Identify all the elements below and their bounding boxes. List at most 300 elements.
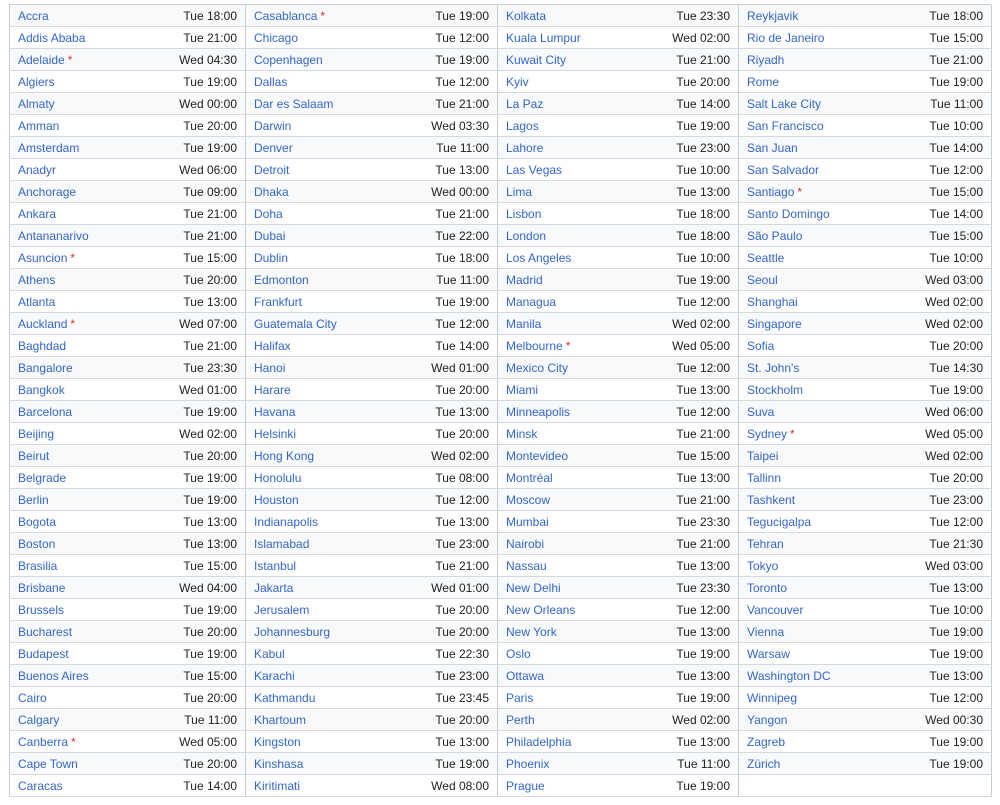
time-cell (410, 357, 498, 379)
local-time: Tue 12:00 (435, 492, 489, 507)
local-time: Wed 03:30 (431, 118, 489, 133)
city-link[interactable]: Melbourne (506, 338, 563, 353)
time-cell (158, 577, 246, 599)
local-time: Wed 02:00 (672, 316, 730, 331)
local-time: Tue 13:00 (676, 668, 730, 683)
local-time: Tue 13:00 (676, 624, 730, 639)
time-cell (158, 137, 246, 159)
city-cell (498, 71, 646, 93)
local-time: Tue 19:00 (676, 272, 730, 287)
time-cell (887, 49, 992, 71)
city-link[interactable]: Jerusalem (254, 602, 310, 617)
city-link[interactable]: Kingston (254, 734, 301, 749)
city-link[interactable]: Johannesburg (254, 624, 331, 639)
city-link[interactable]: Bogota (18, 514, 57, 529)
city-link[interactable]: Berlin (18, 492, 49, 507)
city-cell (739, 335, 887, 357)
city-link[interactable]: La Paz (506, 96, 544, 111)
city-link[interactable]: Harare (254, 382, 291, 397)
city-cell (246, 753, 410, 775)
city-link[interactable]: Washington DC (747, 668, 831, 683)
city-link[interactable]: St. John's (747, 360, 800, 375)
local-time: Tue 18:00 (435, 250, 489, 265)
local-time: Wed 01:00 (431, 580, 489, 595)
city-cell (739, 599, 887, 621)
city-link[interactable]: Anchorage (18, 184, 77, 199)
local-time: Wed 01:00 (431, 360, 489, 375)
table-row (10, 599, 992, 621)
city-link[interactable]: Havana (254, 404, 296, 419)
time-cell (410, 445, 498, 467)
city-link[interactable]: Indianapolis (254, 514, 319, 529)
city-link[interactable]: Stockholm (747, 382, 804, 397)
city-link[interactable]: Suva (747, 404, 775, 419)
city-link[interactable]: Algiers (18, 74, 55, 89)
city-link[interactable]: Karachi (254, 668, 295, 683)
local-time: Tue 12:00 (676, 602, 730, 617)
city-link[interactable]: Las Vegas (506, 162, 563, 177)
city-cell (10, 599, 158, 621)
city-link[interactable]: Brasilia (18, 558, 58, 573)
city-cell (498, 401, 646, 423)
city-link[interactable]: Vancouver (747, 602, 804, 617)
city-cell (246, 27, 410, 49)
city-link[interactable]: Seoul (747, 272, 778, 287)
time-cell (887, 269, 992, 291)
city-link[interactable]: Reykjavik (747, 8, 799, 23)
city-cell (739, 687, 887, 709)
city-link[interactable]: Montevideo (506, 448, 569, 463)
city-link[interactable]: Dallas (254, 74, 288, 89)
local-time: Tue 23:00 (435, 668, 489, 683)
time-cell (410, 687, 498, 709)
time-cell (158, 93, 246, 115)
city-link[interactable]: Almaty (18, 96, 55, 111)
city-cell (739, 49, 887, 71)
city-cell (739, 115, 887, 137)
local-time: Tue 19:00 (676, 778, 730, 793)
dst-marker: * (71, 734, 76, 749)
city-cell (10, 753, 158, 775)
city-link[interactable]: Tehran (747, 536, 784, 551)
city-link[interactable]: Ottawa (506, 668, 545, 683)
city-link[interactable]: Bangalore (18, 360, 73, 375)
city-link[interactable]: Nassau (506, 558, 547, 573)
local-time: Tue 20:00 (435, 426, 489, 441)
time-cell (646, 93, 739, 115)
city-link[interactable]: Dublin (254, 250, 289, 265)
city-cell (246, 731, 410, 753)
city-link[interactable]: Barcelona (18, 404, 73, 419)
city-link[interactable]: Halifax (254, 338, 291, 353)
city-link[interactable]: Salt Lake City (747, 96, 822, 111)
city-cell (246, 577, 410, 599)
local-time: Tue 15:00 (183, 558, 237, 573)
local-time: Tue 21:00 (676, 52, 730, 67)
time-cell (646, 775, 739, 797)
time-cell (887, 621, 992, 643)
local-time: Wed 00:30 (925, 712, 983, 727)
city-link[interactable]: Mexico City (506, 360, 569, 375)
city-link[interactable]: Asuncion (18, 250, 68, 265)
local-time: Tue 10:00 (676, 162, 730, 177)
city-link[interactable]: Santo Domingo (747, 206, 830, 221)
local-time: Tue 20:00 (435, 624, 489, 639)
city-cell (498, 379, 646, 401)
time-cell (410, 489, 498, 511)
local-time: Tue 08:00 (435, 470, 489, 485)
city-link[interactable]: Seattle (747, 250, 785, 265)
local-time: Tue 19:00 (676, 646, 730, 661)
city-link[interactable]: Kuala Lumpur (506, 30, 581, 45)
time-cell (646, 467, 739, 489)
city-link[interactable]: Tashkent (747, 492, 796, 507)
time-cell (158, 225, 246, 247)
city-link[interactable]: Rome (747, 74, 780, 89)
city-cell (10, 137, 158, 159)
city-link[interactable]: Jakarta (254, 580, 294, 595)
city-link[interactable]: Antananarivo (18, 228, 89, 243)
city-link[interactable]: Brisbane (18, 580, 66, 595)
local-time: Wed 00:00 (179, 96, 237, 111)
table-row (10, 533, 992, 555)
local-time: Tue 14:00 (929, 140, 983, 155)
city-link[interactable]: São Paulo (747, 228, 803, 243)
city-cell (498, 665, 646, 687)
city-cell (739, 731, 887, 753)
table-row (10, 159, 992, 181)
city-link[interactable]: Tallinn (747, 470, 782, 485)
city-link[interactable]: Montréal (506, 470, 553, 485)
city-link[interactable]: Darwin (254, 118, 292, 133)
city-link[interactable]: Boston (18, 536, 56, 551)
time-cell (158, 247, 246, 269)
local-time: Wed 04:00 (179, 580, 237, 595)
city-link[interactable]: Minneapolis (506, 404, 571, 419)
city-link[interactable]: Denver (254, 140, 293, 155)
city-link[interactable]: Kabul (254, 646, 285, 661)
city-cell (10, 313, 158, 335)
city-cell (246, 49, 410, 71)
city-link[interactable]: Amman (18, 118, 60, 133)
city-link[interactable]: Khartoum (254, 712, 307, 727)
table-row (10, 467, 992, 489)
city-link[interactable]: Prague (506, 778, 545, 793)
city-link[interactable]: Atlanta (18, 294, 56, 309)
table-row (10, 269, 992, 291)
city-link[interactable]: Bangkok (18, 382, 65, 397)
local-time: Tue 09:00 (183, 184, 237, 199)
local-time: Tue 21:00 (676, 426, 730, 441)
local-time: Tue 21:00 (183, 228, 237, 243)
city-cell (498, 137, 646, 159)
city-cell (498, 159, 646, 181)
city-link[interactable]: Lahore (506, 140, 544, 155)
city-cell (498, 93, 646, 115)
city-link[interactable]: Kuwait City (506, 52, 567, 67)
table-row (10, 225, 992, 247)
city-link[interactable]: Los Angeles (506, 250, 572, 265)
table-row (10, 27, 992, 49)
city-link[interactable]: San Francisco (747, 118, 824, 133)
city-link[interactable]: Hong Kong (254, 448, 315, 463)
city-cell (10, 423, 158, 445)
city-link[interactable]: New Delhi (506, 580, 561, 595)
local-time: Tue 22:00 (435, 228, 489, 243)
city-link[interactable]: Accra (18, 8, 49, 23)
city-cell (10, 357, 158, 379)
local-time: Tue 13:00 (435, 404, 489, 419)
city-cell (498, 753, 646, 775)
time-cell (646, 27, 739, 49)
city-link[interactable]: Guatemala City (254, 316, 337, 331)
city-link[interactable]: Hanoi (254, 360, 286, 375)
city-cell (10, 533, 158, 555)
time-cell (410, 643, 498, 665)
local-time: Tue 12:00 (929, 162, 983, 177)
city-link[interactable]: Kyiv (506, 74, 529, 89)
city-link[interactable]: Canberra (18, 734, 69, 749)
city-link[interactable]: Cape Town (18, 756, 78, 771)
city-link[interactable]: Adelaide (18, 52, 65, 67)
city-link[interactable]: Kolkata (506, 8, 547, 23)
city-link[interactable]: Sofia (747, 338, 775, 353)
time-cell (158, 313, 246, 335)
local-time: Tue 12:00 (676, 360, 730, 375)
city-link[interactable]: Manila (506, 316, 542, 331)
city-link[interactable]: Toronto (747, 580, 788, 595)
city-link[interactable]: Addis Ababa (18, 30, 86, 45)
time-cell (158, 687, 246, 709)
local-time: Wed 02:00 (925, 448, 983, 463)
city-cell (739, 621, 887, 643)
city-link[interactable]: Moscow (506, 492, 551, 507)
local-time: Tue 14:00 (435, 338, 489, 353)
city-link[interactable]: Nairobi (506, 536, 545, 551)
city-link[interactable]: Detroit (254, 162, 290, 177)
city-link[interactable]: Zürich (747, 756, 781, 771)
local-time: Tue 19:00 (183, 470, 237, 485)
city-link[interactable]: Dubai (254, 228, 286, 243)
time-cell (646, 115, 739, 137)
city-cell (246, 335, 410, 357)
city-link[interactable]: Doha (254, 206, 283, 221)
local-time: Tue 11:00 (436, 140, 489, 155)
city-cell (498, 115, 646, 137)
city-link[interactable]: Oslo (506, 646, 531, 661)
city-link[interactable]: Buenos Aires (18, 668, 89, 683)
city-cell (246, 555, 410, 577)
table-row (10, 555, 992, 577)
dst-marker: * (565, 338, 571, 353)
city-link[interactable]: Bucharest (18, 624, 73, 639)
city-link[interactable]: Islamabad (254, 536, 310, 551)
city-link[interactable]: Dar es Salaam (254, 96, 334, 111)
city-link[interactable]: Minsk (506, 426, 538, 441)
city-cell (10, 27, 158, 49)
city-cell (739, 489, 887, 511)
city-link[interactable]: San Salvador (747, 162, 820, 177)
local-time: Wed 06:00 (179, 162, 237, 177)
time-cell (887, 93, 992, 115)
time-cell (887, 159, 992, 181)
city-link[interactable]: San Juan (747, 140, 798, 155)
city-link[interactable]: Tegucigalpa (747, 514, 812, 529)
city-link[interactable]: Houston (254, 492, 299, 507)
city-link[interactable]: Riyadh (747, 52, 785, 67)
time-cell (646, 379, 739, 401)
city-cell (10, 5, 158, 27)
city-link[interactable]: Madrid (506, 272, 543, 287)
city-cell (246, 379, 410, 401)
city-link[interactable]: Beirut (18, 448, 50, 463)
time-cell (887, 225, 992, 247)
local-time: Tue 13:00 (435, 734, 489, 749)
city-link[interactable]: Istanbul (254, 558, 297, 573)
city-cell (498, 489, 646, 511)
time-cell (887, 753, 992, 775)
city-cell (246, 401, 410, 423)
table-row (10, 379, 992, 401)
city-link[interactable]: London (506, 228, 547, 243)
city-cell (246, 489, 410, 511)
local-time: Tue 10:00 (929, 250, 983, 265)
table-row (10, 313, 992, 335)
table-row (10, 115, 992, 137)
city-link[interactable]: Ankara (18, 206, 57, 221)
city-link[interactable]: Paris (506, 690, 534, 705)
city-link[interactable]: Yangon (747, 712, 788, 727)
city-link[interactable]: Winnipeg (747, 690, 798, 705)
city-link[interactable]: Budapest (18, 646, 69, 661)
city-link[interactable]: Helsinki (254, 426, 297, 441)
city-cell (10, 665, 158, 687)
city-cell (246, 467, 410, 489)
dst-marker: * (790, 426, 795, 441)
city-cell (498, 599, 646, 621)
city-cell (10, 577, 158, 599)
city-link[interactable]: Dhaka (254, 184, 289, 199)
city-cell (10, 71, 158, 93)
city-link[interactable]: Auckland (18, 316, 68, 331)
city-link[interactable]: Baghdad (18, 338, 67, 353)
time-cell (646, 159, 739, 181)
city-cell (498, 709, 646, 731)
city-link[interactable]: Kiritimati (254, 778, 301, 793)
time-cell (887, 731, 992, 753)
city-link[interactable]: Santiago (747, 184, 795, 199)
table-row (10, 203, 992, 225)
city-link[interactable]: Athens (18, 272, 56, 287)
city-link[interactable]: Chicago (254, 30, 299, 45)
time-cell (158, 291, 246, 313)
city-link[interactable]: Edmonton (254, 272, 309, 287)
time-cell (158, 423, 246, 445)
city-link[interactable]: Copenhagen (254, 52, 323, 67)
city-link[interactable]: Philadelphia (506, 734, 572, 749)
city-link[interactable]: New Orleans (506, 602, 576, 617)
city-link[interactable]: Vienna (747, 624, 785, 639)
city-link[interactable]: Lima (506, 184, 533, 199)
city-link[interactable]: Tokyo (747, 558, 779, 573)
city-link[interactable]: Caracas (18, 778, 63, 793)
city-link[interactable]: Calgary (18, 712, 60, 727)
city-link[interactable]: Sydney (747, 426, 788, 441)
city-link[interactable]: Lagos (506, 118, 539, 133)
time-cell (887, 401, 992, 423)
city-link[interactable]: Miami (506, 382, 538, 397)
time-cell (887, 137, 992, 159)
city-link[interactable]: Phoenix (506, 756, 550, 771)
city-link[interactable]: Belgrade (18, 470, 67, 485)
local-time: Tue 13:00 (435, 162, 489, 177)
time-cell (158, 467, 246, 489)
time-cell (887, 5, 992, 27)
time-cell (158, 159, 246, 181)
city-cell (10, 203, 158, 225)
city-cell (498, 203, 646, 225)
city-link[interactable]: Frankfurt (254, 294, 303, 309)
city-link[interactable]: Kinshasa (254, 756, 304, 771)
time-cell (410, 335, 498, 357)
city-link[interactable]: Perth (506, 712, 535, 727)
city-cell (498, 621, 646, 643)
time-cell (410, 247, 498, 269)
city-cell (739, 643, 887, 665)
local-time: Tue 19:00 (183, 492, 237, 507)
city-cell (246, 93, 410, 115)
city-link[interactable]: Managua (506, 294, 557, 309)
time-cell (646, 599, 739, 621)
city-link[interactable]: Zagreb (747, 734, 786, 749)
time-cell (646, 5, 739, 27)
city-link[interactable]: Singapore (747, 316, 802, 331)
city-link[interactable]: Casablanca (254, 8, 318, 23)
city-cell (246, 665, 410, 687)
city-link[interactable]: Brussels (18, 602, 65, 617)
time-cell (410, 577, 498, 599)
city-cell (739, 467, 887, 489)
time-cell (410, 423, 498, 445)
city-link[interactable]: Rio de Janeiro (747, 30, 825, 45)
city-link[interactable]: Taipei (747, 448, 779, 463)
time-cell (646, 335, 739, 357)
city-link[interactable]: Kathmandu (254, 690, 316, 705)
city-cell (246, 291, 410, 313)
time-cell (646, 709, 739, 731)
city-link[interactable]: Honolulu (254, 470, 302, 485)
local-time: Tue 14:00 (929, 206, 983, 221)
city-cell (498, 775, 646, 797)
city-link[interactable]: Cairo (18, 690, 47, 705)
local-time: Tue 18:00 (676, 206, 730, 221)
city-link[interactable]: Lisbon (506, 206, 542, 221)
city-link[interactable]: Beijing (18, 426, 55, 441)
time-cell (410, 775, 498, 797)
city-link[interactable]: Amsterdam (18, 140, 80, 155)
local-time: Tue 13:00 (676, 382, 730, 397)
city-link[interactable]: New York (506, 624, 557, 639)
local-time: Tue 15:00 (183, 668, 237, 683)
city-link[interactable]: Warsaw (747, 646, 790, 661)
city-link[interactable]: Shanghai (747, 294, 798, 309)
time-cell (646, 401, 739, 423)
local-time: Tue 14:00 (183, 778, 237, 793)
city-link[interactable]: Anadyr (18, 162, 57, 177)
city-link[interactable]: Mumbai (506, 514, 549, 529)
time-cell (646, 511, 739, 533)
city-cell (739, 511, 887, 533)
